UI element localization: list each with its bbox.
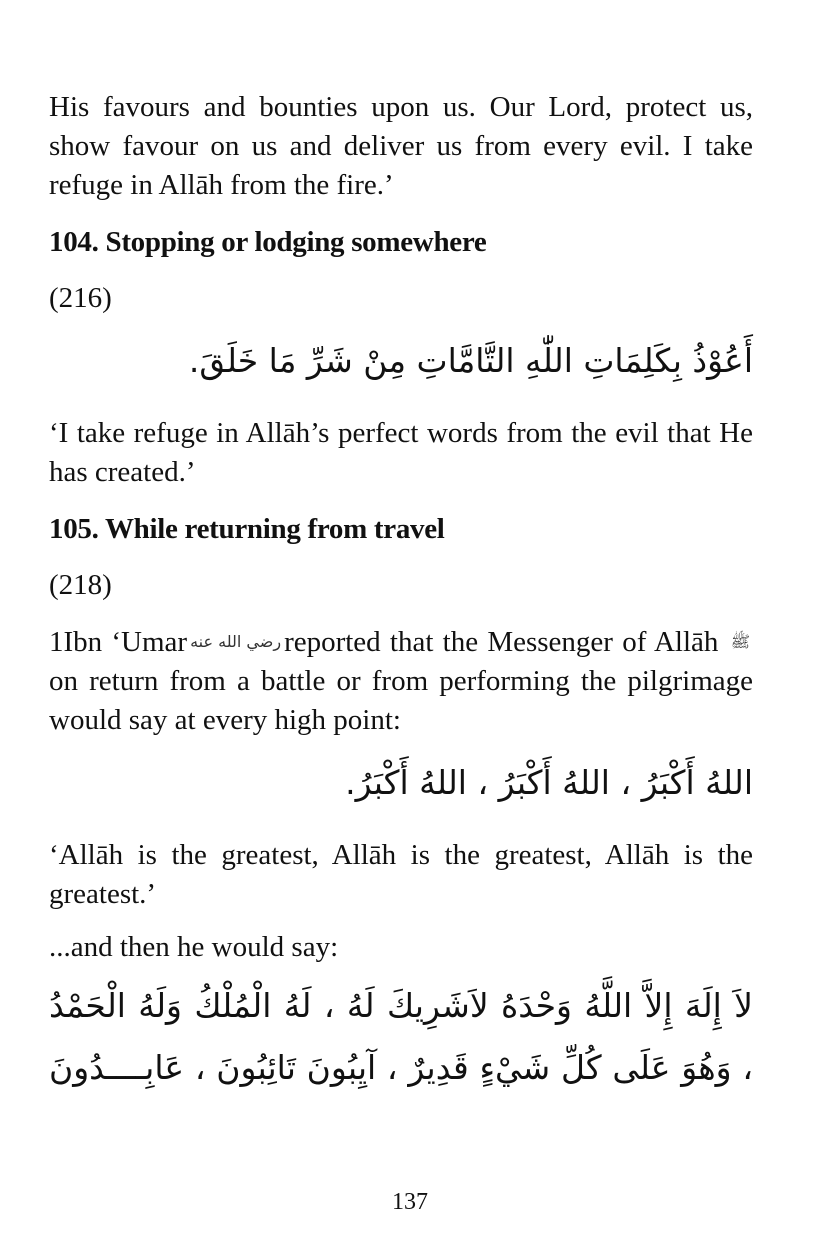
arabic-tahlil-line-1: لاَ إِلَهَ إِلاَّ اللَّهُ وَحْدَهُ لاَشَرِيكَ لَهُ ، لَهُ الْمُلْكُ وَلَهُ الْحَمْدُ (49, 986, 753, 1025)
page-number: 137 (392, 1189, 428, 1215)
reference-number-218: (218) (49, 569, 112, 601)
arabic-supplication-216: أَعُوْذُ بِكَلِمَاتِ اللّٰهِ التَّامَّاتِ مِنْ شَرِّ مَا خَلَقَ. (188, 341, 753, 380)
page-content (49, 88, 753, 1099)
reference-number-216: (216) (49, 282, 112, 314)
section-heading-105: 105. While returning from travel (49, 513, 445, 545)
section-heading-104: 104. Stopping or lodging somewhere (49, 226, 487, 258)
narration-paragraph (49, 622, 753, 740)
arabic-takbir: اللهُ أَكْبَرُ ، اللهُ أَكْبَرُ ، اللهُ أَكْبَرُ. (345, 763, 753, 802)
honorific-companion-icon: رضي الله عنه (190, 632, 282, 651)
narration-part-2: reported that the Messenger of Allāh (284, 626, 719, 658)
then-he-would-say: ...and then he would say: (49, 931, 339, 963)
translation-takbir: ‘Allāh is the greatest, Allāh is the greatest, Allāh is the greatest.’ (49, 839, 753, 910)
intro-paragraph: His favours and bounties upon us. Our Lord, protect us, show favour on us and deliver us from every evil. I take refuge in Allāh from the fire.’ (49, 91, 753, 201)
honorific-prophet-icon: ﷺ (730, 632, 751, 651)
narration-part-1: 1Ibn ‘Umar (49, 626, 188, 658)
narration-part-3: on return from a battle or from performing the pilgrimage would say at every high point: (49, 665, 753, 736)
arabic-tahlil-line-2: ، وَهُوَ عَلَى كُلِّ شَيْءٍ قَدِيرٌ ، آيِبُونَ تَائِبُونَ ، عَابِــــدُونَ (49, 1048, 753, 1087)
translation-216: ‘I take refuge in Allāh’s perfect words from the evil that He has created.’ (49, 417, 753, 488)
